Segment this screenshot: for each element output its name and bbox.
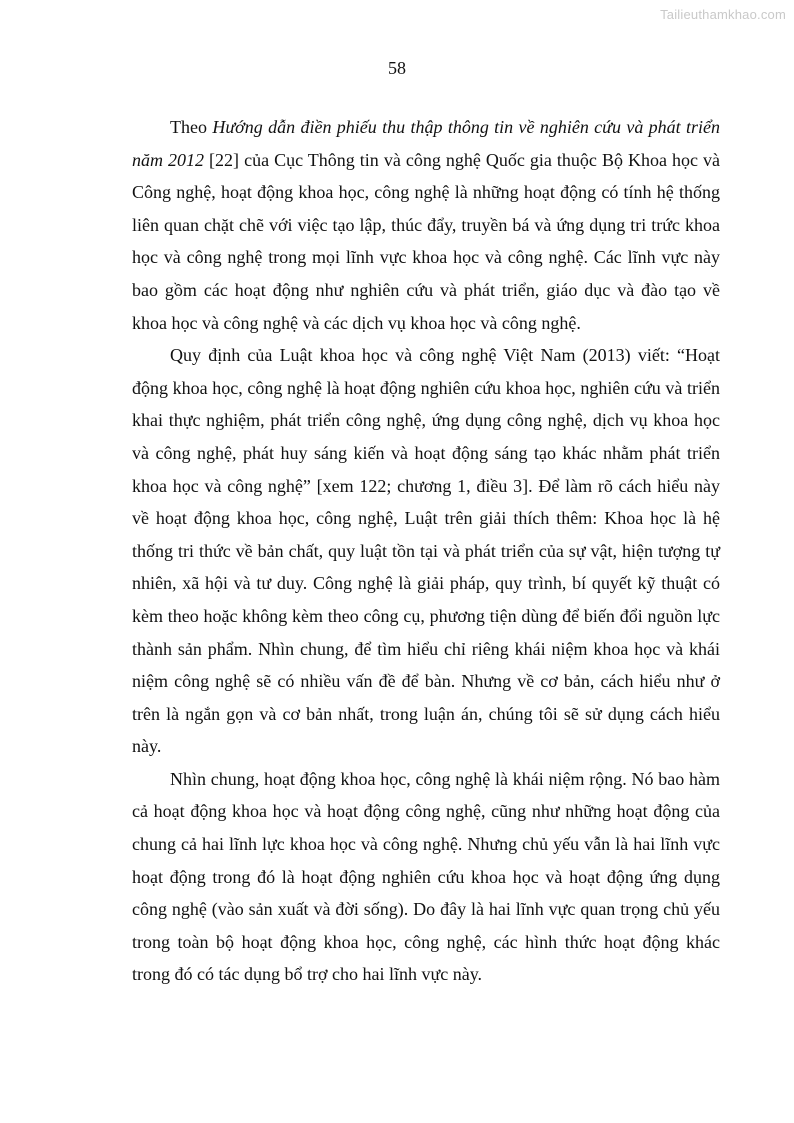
paragraph-2: Quy định của Luật khoa học và công nghệ Việt Nam (2013) viết: “Hoạt động khoa học, công nghệ là hoạt động nghiên cứu khoa học, nghiên cứu và triển khai thực nghiệm, phát triển công nghệ, ứng dụng công nghệ, dịch vụ khoa học và công nghệ, phát huy sáng kiến và hoạt động sáng tạo khác nhằm phát triển khoa học và công nghệ” [xem 122; chương 1, điều 3]. Để làm rõ cách hiểu này về hoạt động khoa học, công nghệ, Luật trên giải thích thêm: Khoa học là hệ thống tri thức về bản chất, quy luật tồn tại và phát triển của sự vật, hiện tượng tự nhiên, xã hội và tư duy. Công nghệ là giải pháp, quy trình, bí quyết kỹ thuật có kèm theo hoặc không kèm theo công cụ, phương tiện dùng để biến đổi nguồn lực thành sản phẩm. Nhìn chung, để tìm hiểu chỉ riêng khái niệm khoa học và khái niệm công nghệ sẽ có nhiều vấn đề để bàn. Nhưng về cơ bản, cách hiểu như ở trên là ngắn gọn và cơ bản nhất, trong luận án, chúng tôi sẽ sử dụng cách hiểu này. xyxy=(132,345,720,757)
paragraph-1-rest: [22] của Cục Thông tin và công nghệ Quốc gia thuộc Bộ Khoa học và Công nghệ, hoạt động khoa học, công nghệ là những hoạt động có tính hệ thống liên quan chặt chẽ với việc tạo lập, thúc đẩy, truyền bá và ứng dụng tri trức khoa học và công nghệ trong mọi lĩnh vực khoa học và công nghệ. Các lĩnh vực này bao gồm các hoạt động như nghiên cứu và phát triển, giáo dục và đào tạo về khoa học và công nghệ và các dịch vụ khoa học và công nghệ. xyxy=(132,149,720,333)
watermark: Tailieuthamkhao.com xyxy=(660,7,786,22)
page-number: 58 xyxy=(388,58,406,78)
paragraph-1-lead: Theo xyxy=(170,117,213,137)
document-body xyxy=(132,111,720,991)
paragraph-1-italic-title: Hướng dẫn điền phiếu thu thập thông tin về nghiên cứu và phát triển năm 2012 xyxy=(132,117,721,170)
paragraph-3: Nhìn chung, hoạt động khoa học, công nghệ là khái niệm rộng. Nó bao hàm cả hoạt động khoa học và hoạt động công nghệ, cũng như những hoạt động của chung cả hai lĩnh lực khoa học và công nghệ. Nhưng chủ yếu vẫn là hai lĩnh vực hoạt động trong đó là hoạt động nghiên cứu khoa học và hoạt động ứng dụng công nghệ (vào sản xuất và đời sống). Do đây là hai lĩnh vực quan trọng chủ yếu trong toàn bộ hoạt động khoa học, công nghệ, các hình thức hoạt động khác trong đó có tác dụng bổ trợ cho hai lĩnh vực này. xyxy=(132,768,720,985)
paragraph-1 xyxy=(132,111,720,339)
